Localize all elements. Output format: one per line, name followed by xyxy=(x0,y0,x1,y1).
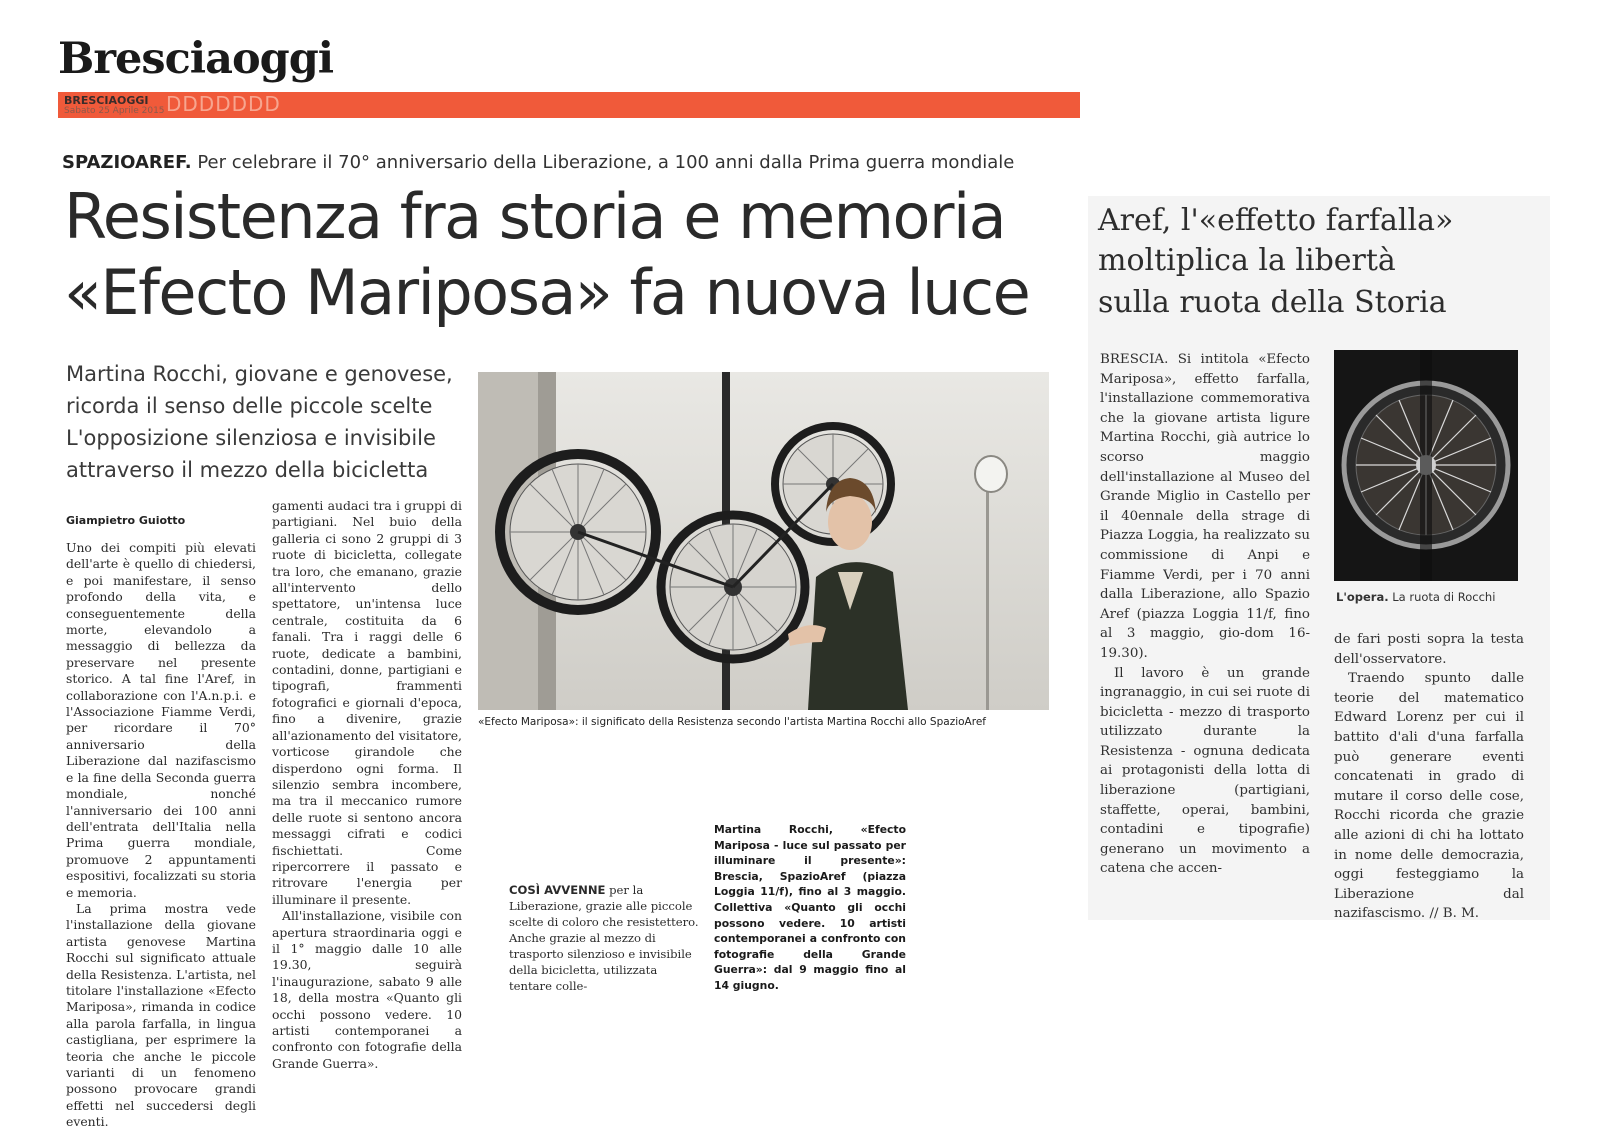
sidebar-paragraph: BRESCIA. Si intitola «Efecto Mariposa», effetto farfalla, l'installazione commemorativa che la giovane artista ligure Martina Rocchi, già autrice lo scorso maggio dell'installazione al Museo del Grande Miglio in Castello per il 40ennale della strage di Piazza Loggia, ha realizzato su commissione di Anpi e Fiamme Verdi, per i 70 anni dalla Liberazione, allo Spazio Aref (piazza Loggia 11/f, fino al 3 maggio, gio-dom 16-19.30). xyxy=(1100,352,1310,661)
exhibition-info-box: Martina Rocchi, «Efecto Mariposa - luce sul passato per illuminare il presente»: Brescia, SpazioAref (piazza Loggia 11/f), fino al 3 maggio. Collettiva «Quanto gli occhi possono vedere. 10 artisti contemporanei a confronto con fotografie della Grande Guerra»: dal 9 maggio fino al 14 giugno. xyxy=(714,823,906,992)
kicker-text: Per celebrare il 70° anniversario della Liberazione, a 100 anni dalla Prima guerra mondiale xyxy=(197,152,1015,173)
headline-line-2: «Efecto Mariposa» fa nuova luce xyxy=(64,256,1030,329)
bicycle-wheels-photo-icon xyxy=(478,372,1049,710)
publication-name: BRESCIAOGGI xyxy=(64,94,149,107)
article-kicker xyxy=(62,152,1014,173)
sidebar-paragraph: de fari posti sopra la testa dell'osservatore. xyxy=(1334,632,1524,667)
bar-watermark-icon: DDDDDDD xyxy=(166,92,281,116)
wheel-photo-icon xyxy=(1334,350,1518,581)
caption-label: L'opera. xyxy=(1336,590,1389,604)
article-byline: Giampietro Guiotto xyxy=(66,514,186,527)
sidebar-paragraph: Il lavoro è un grande ingranaggio, in cui sei ruote di bicicletta - mezzo di trasporto utilizzato durante la Resistenza - ognuna dedicata ai protagonisti della lotta di liberazione (partigiani, staffette, operai, bambini, contadini e tipografie) generano un movimento a catena che accen- xyxy=(1100,665,1310,877)
article-column-1 xyxy=(66,540,256,1131)
kicker-label: SPAZIOAREF. xyxy=(62,152,192,173)
installation-photo xyxy=(478,372,1049,710)
section-bar xyxy=(58,92,1080,118)
column-2-paragraph: gamenti audaci tra i gruppi di partigiani. Nel buio della galleria ci sono 2 gruppi di 3 ruote di bicicletta, collegate tra loro, che emanano, grazie all'intervento dello spettatore, un'intensa luce centrale, costituita da 6 fanali. Tra i raggi delle 6 ruote, dedicate a bambini, contadini, donne, partigiani e tipografi, frammenti fotografici e giornali d'epoca, fino a divenire, grazie all'azionamento del visitatore, vorticose girandole che disperdono ogni forma. Il silenzio sembra incombere, ma tra il meccanico rumore delle ruote si sentono ancora messaggi cifrati e codici fischiettati. Come ripercorrere il passato e ritrovare l'energia per illuminare il presente. xyxy=(272,498,462,907)
photo-caption: «Efecto Mariposa»: il significato della Resistenza secondo l'artista Martina Rocchi allo SpazioAref xyxy=(478,716,986,728)
column-2-paragraph: All'installazione, visibile con apertura straordinaria oggi e il 1° maggio dalle 10 alle 19.30, seguirà l'inaugurazione, sabato 9 alle 18, della mostra «Quanto gli occhi possono vedere. 10 artisti contemporanei a confronto con fotografie della Grande Guerra». xyxy=(272,908,462,1071)
headline-line-1: Resistenza fra storia e memoria xyxy=(64,180,1006,253)
column-1-paragraph: Uno dei compiti più elevati dell'arte è quello di chiedersi, e poi manifestare, il senso profondo della vita, e conseguentemente della morte, elevandolo a messaggio di bellezza da preservare nel presente storico. A tal fine l'Aref, in collaborazione con l'A.n.p.i. e l'Associazione Fiamme Verdi, per ricordare il 70° anniversario della Liberazione dal nazifascismo e la fine della Seconda guerra mondiale, nonché l'anniversario dei 100 anni dell'entrata dell'Italia nella Prima guerra mondiale, promuove 2 appuntamenti espositivi, focalizzati su storia e memoria. xyxy=(66,540,256,900)
article-column-2 xyxy=(272,498,462,1072)
cosi-text: per la Liberazione, grazie alle piccole scelte di coloro che resistettero. Anche grazie al mezzo di trasporto silenzioso e invisibile della bicicletta, utilizzata tentare colle- xyxy=(509,883,699,993)
sidebar-column-2 xyxy=(1334,630,1524,924)
sidebar-title-line-1: Aref, l'«effetto farfalla» xyxy=(1098,203,1454,238)
cosi-avvenne-box xyxy=(509,882,699,994)
column-1-paragraph: La prima mostra vede l'installazione della giovane artista genovese Martina Rocchi sul significato attuale della Resistenza. L'artista, nel titolare l'installazione «Efecto Mariposa», rimanda in codice alla parola farfalla, in lingua castigliana, per esprimere la teoria che anche le piccole varianti di un fenomeno possono provocare grandi effetti nel succedersi degli eventi. xyxy=(66,900,256,1130)
wheel-photo xyxy=(1334,350,1518,581)
article-subhead: Martina Rocchi, giovane e genovese, ricorda il senso delle piccole scelte L'opposizione silenziosa e invisibile attraverso il mezzo della bicicletta xyxy=(66,362,453,482)
sidebar-paragraph: Traendo spunto dalle teorie del matematico Edward Lorenz per cui il battito d'ali d'una farfalla può generare eventi concatenati in grado di mutare il corso delle cose, Rocchi ricorda che grazie alle azioni di chi ha lottato in nome delle democrazia, oggi festeggiamo la Liberazione dal nazifascismo. // B. M. xyxy=(1334,671,1524,922)
caption-text: La ruota di Rocchi xyxy=(1392,590,1496,604)
sidebar-title-line-3: sulla ruota della Storia xyxy=(1098,285,1447,320)
wheel-photo-caption xyxy=(1336,590,1495,604)
publication-date: Sabato 25 Aprile 2015 xyxy=(64,106,165,116)
sidebar-column-1 xyxy=(1100,350,1310,879)
newspaper-logo: Bresciaoggi xyxy=(58,34,334,84)
sidebar-title-line-2: moltiplica la libertà xyxy=(1098,243,1396,278)
cosi-lead: COSÌ AVVENNE xyxy=(509,883,606,897)
